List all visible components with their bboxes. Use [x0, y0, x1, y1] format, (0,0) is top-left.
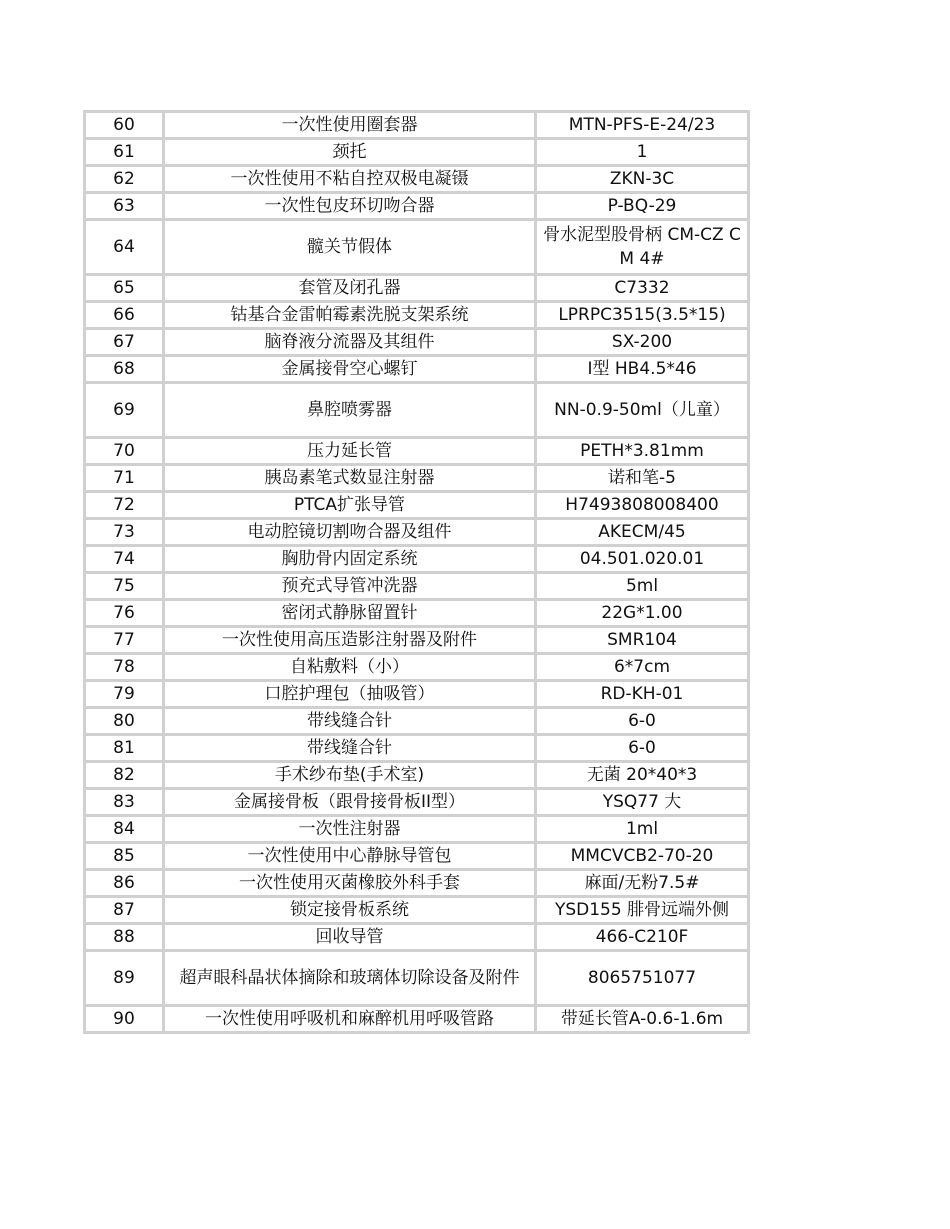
table-row	[85, 654, 749, 681]
model-spec-cell: 5ml	[536, 573, 749, 600]
model-spec-cell: 无菌 20*40*3	[536, 762, 749, 789]
model-spec-cell: PETH*3.81mm	[536, 438, 749, 465]
row-number-cell: 72	[85, 492, 164, 519]
product-name-cell: 髋关节假体	[164, 220, 536, 275]
product-name-cell: 套管及闭孔器	[164, 275, 536, 302]
table-row	[85, 708, 749, 735]
table-row	[85, 573, 749, 600]
product-name-cell: 一次性使用不粘自控双极电凝镊	[164, 166, 536, 193]
row-number-cell: 70	[85, 438, 164, 465]
table-row	[85, 112, 749, 139]
model-spec-cell: 1ml	[536, 816, 749, 843]
product-name-cell: 密闭式静脉留置针	[164, 600, 536, 627]
table-row	[85, 951, 749, 1006]
model-spec-cell: 04.501.020.01	[536, 546, 749, 573]
model-spec-cell: 466-C210F	[536, 924, 749, 951]
product-name-cell: 钴基合金雷帕霉素洗脱支架系统	[164, 302, 536, 329]
row-number-cell: 87	[85, 897, 164, 924]
model-spec-cell: 6*7cm	[536, 654, 749, 681]
model-spec-cell: SX-200	[536, 329, 749, 356]
row-number-cell: 69	[85, 383, 164, 438]
table-row	[85, 897, 749, 924]
product-name-cell: 口腔护理包（抽吸管）	[164, 681, 536, 708]
product-name-cell: 一次性使用圈套器	[164, 112, 536, 139]
table-row	[85, 302, 749, 329]
product-name-cell: 胸肋骨内固定系统	[164, 546, 536, 573]
model-spec-cell: 骨水泥型股骨柄 CM-CZ CM 4#	[536, 220, 749, 275]
product-name-cell: 鼻腔喷雾器	[164, 383, 536, 438]
row-number-cell: 81	[85, 735, 164, 762]
row-number-cell: 67	[85, 329, 164, 356]
table-row	[85, 924, 749, 951]
row-number-cell: 80	[85, 708, 164, 735]
table-row	[85, 816, 749, 843]
product-name-cell: 一次性注射器	[164, 816, 536, 843]
table-row	[85, 735, 749, 762]
product-name-cell: 带线缝合针	[164, 735, 536, 762]
model-spec-cell: YSQ77 大	[536, 789, 749, 816]
row-number-cell: 78	[85, 654, 164, 681]
model-spec-cell: I型 HB4.5*46	[536, 356, 749, 383]
table-row	[85, 193, 749, 220]
model-spec-cell: 6-0	[536, 735, 749, 762]
product-name-cell: 金属接骨板（跟骨接骨板II型）	[164, 789, 536, 816]
product-name-cell: 自粘敷料（小）	[164, 654, 536, 681]
items-table	[83, 110, 750, 1034]
row-number-cell: 86	[85, 870, 164, 897]
table-row	[85, 356, 749, 383]
table-row	[85, 519, 749, 546]
table-row	[85, 627, 749, 654]
model-spec-cell: RD-KH-01	[536, 681, 749, 708]
row-number-cell: 83	[85, 789, 164, 816]
row-number-cell: 79	[85, 681, 164, 708]
row-number-cell: 73	[85, 519, 164, 546]
row-number-cell: 75	[85, 573, 164, 600]
row-number-cell: 64	[85, 220, 164, 275]
product-name-cell: 胰岛素笔式数显注射器	[164, 465, 536, 492]
model-spec-cell: P-BQ-29	[536, 193, 749, 220]
model-spec-cell: MTN-PFS-E-24/23	[536, 112, 749, 139]
product-name-cell: 手术纱布垫(手术室)	[164, 762, 536, 789]
row-number-cell: 66	[85, 302, 164, 329]
product-name-cell: 超声眼科晶状体摘除和玻璃体切除设备及附件	[164, 951, 536, 1006]
row-number-cell: 90	[85, 1006, 164, 1033]
table-row	[85, 762, 749, 789]
row-number-cell: 84	[85, 816, 164, 843]
row-number-cell: 88	[85, 924, 164, 951]
table-row	[85, 275, 749, 302]
model-spec-cell: ZKN-3C	[536, 166, 749, 193]
row-number-cell: 76	[85, 600, 164, 627]
product-name-cell: 电动腔镜切割吻合器及组件	[164, 519, 536, 546]
product-name-cell: 一次性包皮环切吻合器	[164, 193, 536, 220]
row-number-cell: 71	[85, 465, 164, 492]
model-spec-cell: LPRPC3515(3.5*15)	[536, 302, 749, 329]
model-spec-cell: C7332	[536, 275, 749, 302]
table-row	[85, 546, 749, 573]
row-number-cell: 60	[85, 112, 164, 139]
table-row	[85, 465, 749, 492]
table-row	[85, 139, 749, 166]
row-number-cell: 65	[85, 275, 164, 302]
row-number-cell: 68	[85, 356, 164, 383]
items-table-body	[85, 112, 749, 1033]
product-name-cell: 预充式导管冲洗器	[164, 573, 536, 600]
model-spec-cell: YSD155 腓骨远端外侧	[536, 897, 749, 924]
table-row	[85, 492, 749, 519]
table-row	[85, 789, 749, 816]
table-row	[85, 681, 749, 708]
table-row	[85, 329, 749, 356]
table-row	[85, 843, 749, 870]
model-spec-cell: 6-0	[536, 708, 749, 735]
table-row	[85, 870, 749, 897]
product-name-cell: 一次性使用中心静脉导管包	[164, 843, 536, 870]
model-spec-cell: H7493808008400	[536, 492, 749, 519]
product-name-cell: 金属接骨空心螺钉	[164, 356, 536, 383]
row-number-cell: 63	[85, 193, 164, 220]
product-name-cell: 回收导管	[164, 924, 536, 951]
product-name-cell: 带线缝合针	[164, 708, 536, 735]
row-number-cell: 62	[85, 166, 164, 193]
product-name-cell: PTCA扩张导管	[164, 492, 536, 519]
model-spec-cell: NN-0.9-50ml（儿童）	[536, 383, 749, 438]
product-name-cell: 一次性使用高压造影注射器及附件	[164, 627, 536, 654]
model-spec-cell: 麻面/无粉7.5#	[536, 870, 749, 897]
product-name-cell: 一次性使用灭菌橡胶外科手套	[164, 870, 536, 897]
product-name-cell: 压力延长管	[164, 438, 536, 465]
product-name-cell: 锁定接骨板系统	[164, 897, 536, 924]
model-spec-cell: 22G*1.00	[536, 600, 749, 627]
table-row	[85, 1006, 749, 1033]
table-row	[85, 383, 749, 438]
table-row	[85, 166, 749, 193]
model-spec-cell: 带延长管A-0.6-1.6m	[536, 1006, 749, 1033]
model-spec-cell: 诺和笔-5	[536, 465, 749, 492]
model-spec-cell: AKECM/45	[536, 519, 749, 546]
row-number-cell: 74	[85, 546, 164, 573]
table-row	[85, 220, 749, 275]
row-number-cell: 85	[85, 843, 164, 870]
table-row	[85, 438, 749, 465]
row-number-cell: 61	[85, 139, 164, 166]
product-name-cell: 脑脊液分流器及其组件	[164, 329, 536, 356]
row-number-cell: 77	[85, 627, 164, 654]
product-name-cell: 一次性使用呼吸机和麻醉机用呼吸管路	[164, 1006, 536, 1033]
model-spec-cell: SMR104	[536, 627, 749, 654]
model-spec-cell: 1	[536, 139, 749, 166]
product-name-cell: 颈托	[164, 139, 536, 166]
row-number-cell: 89	[85, 951, 164, 1006]
model-spec-cell: MMCVCB2-70-20	[536, 843, 749, 870]
row-number-cell: 82	[85, 762, 164, 789]
table-row	[85, 600, 749, 627]
model-spec-cell: 8065751077	[536, 951, 749, 1006]
